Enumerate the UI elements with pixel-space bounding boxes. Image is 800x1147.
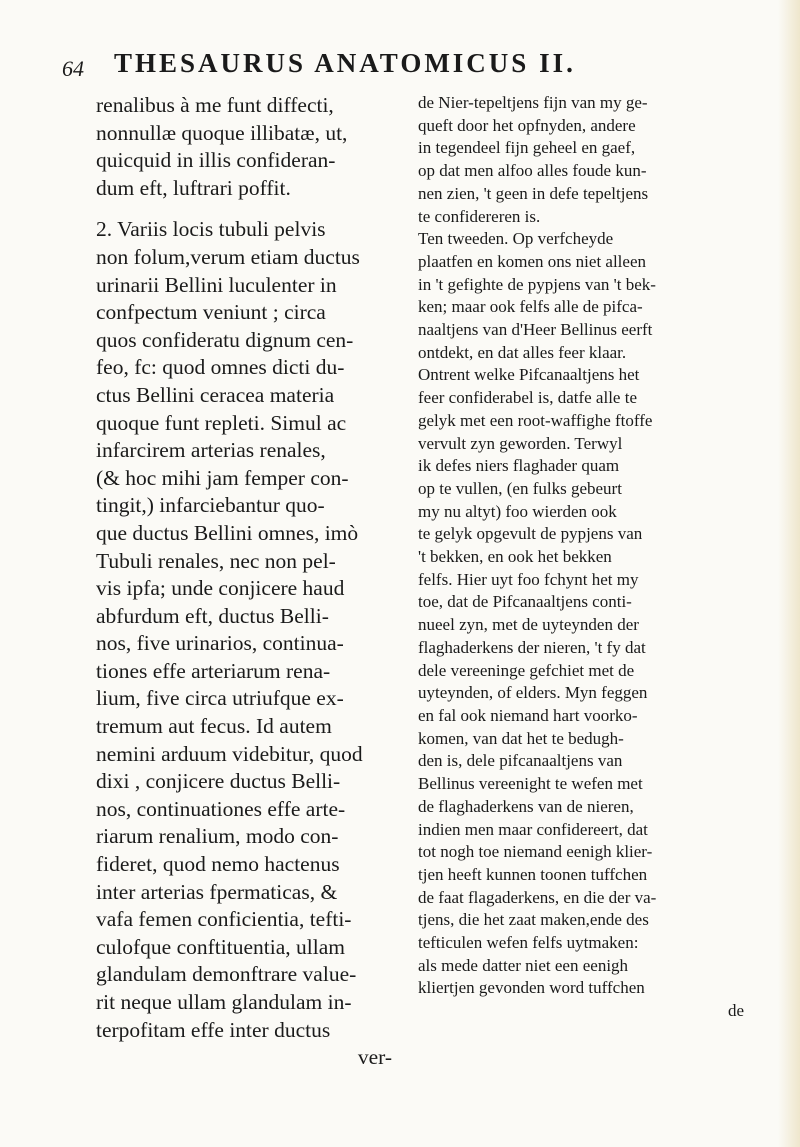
text-line: de faat flagaderkens, en die der va- <box>418 887 657 907</box>
text-line: tefticulen wefen felfs uytmaken: <box>418 933 639 953</box>
text-line: quoque funt repleti. Simul ac <box>96 410 347 435</box>
text-line: de flaghaderkens van de nieren, <box>418 796 634 816</box>
text-line: indien men maar confidereert, dat <box>418 819 648 839</box>
text-line: komen, van dat het te bedugh- <box>418 728 624 748</box>
text-line: urinarii Bellini luculenter in <box>96 272 337 297</box>
text-line: tot nogh toe niemand eenigh klier- <box>418 842 653 862</box>
text-line: tremum aut fecus. Id autem <box>96 714 332 739</box>
text-line: quos confideratu dignum cen- <box>96 327 354 352</box>
page-edge-stain <box>778 0 800 1147</box>
text-line: abfurdum eft, ductus Belli- <box>96 603 329 628</box>
text-line: culofque conftituentia, ullam <box>96 934 345 959</box>
text-line: ver- <box>357 1045 392 1070</box>
text-line: nen zien, 't geen in defe tepeltjens <box>418 183 649 203</box>
text-line: en fal ook niemand hart voorko- <box>418 705 638 725</box>
text-line: feer confiderabel is, datfe alle te <box>418 388 637 408</box>
text-line: als mede datter niet een eenigh <box>418 955 629 975</box>
text-line: nemini arduum videbitur, quod <box>96 741 363 766</box>
text-line: op te vullen, (en fulks gebeurt <box>418 478 622 498</box>
text-line: vafa femen conficientia, tefti- <box>96 907 352 932</box>
text-line: feo, fc: quod omnes dicti du- <box>96 355 345 380</box>
text-line: te confidereren is. <box>418 206 541 226</box>
text-line: in 't gefighte de pypjens van 't bek- <box>418 274 656 294</box>
text-line: tiones effe arteriarum rena- <box>96 658 331 683</box>
text-line: ik defes niers flaghader quam <box>418 456 620 476</box>
text-line: kliertjen gevonden word tuffchen <box>418 978 645 998</box>
text-line: nueel zyn, met de uyteynden der <box>418 615 639 635</box>
text-line: tjens, die het zaat maken,ende des <box>418 910 649 930</box>
text-line: tingit,) infarciebantur quo- <box>96 493 325 518</box>
text-line: op dat men alfoo alles foude kun- <box>418 161 647 181</box>
text-line: nos, five urinarios, continua- <box>96 631 344 656</box>
text-line: tjen heeft kunnen toonen tuffchen <box>418 864 648 884</box>
text-line: naaltjens van d'Heer Bellinus eerft <box>418 320 653 340</box>
text-line: dum eft, luftrari poffit. <box>96 175 291 200</box>
text-line: in tegendeel fijn geheel en gaef, <box>418 138 636 158</box>
text-line: nonnullæ quoque illibatæ, ut, <box>96 120 348 145</box>
text-line: dele vereeninge gefchiet met de <box>418 660 635 680</box>
text-line: glandulam demonftrare value- <box>96 962 357 987</box>
text-line: fideret, quod nemo hactenus <box>96 852 340 877</box>
text-line: te gelyk opgevult de pypjens van <box>418 524 643 544</box>
text-line: non folum,verum etiam ductus <box>96 244 360 269</box>
page-header <box>62 48 772 80</box>
text-line: dixi , conjicere ductus Belli- <box>96 769 341 794</box>
text-line: plaatfen en komen ons niet alleen <box>418 251 646 271</box>
text-line: confpectum veniunt ; circa <box>96 300 326 325</box>
text-line: (& hoc mihi jam femper con- <box>96 465 349 490</box>
text-line: ctus Bellini ceracea materia <box>96 382 335 407</box>
text-line: vervult zyn geworden. Terwyl <box>418 433 623 453</box>
text-line: que ductus Bellini omnes, imò <box>96 520 359 545</box>
text-line: 2. Variis locis tubuli pelvis <box>96 217 326 242</box>
text-line: nos, continuationes effe arte- <box>96 796 346 821</box>
text-line: Ontrent welke Pifcanaaltjens het <box>418 365 640 385</box>
paragraph-gap <box>96 202 410 216</box>
text-line: de <box>727 1001 744 1021</box>
text-line: infarcirem arterias renales, <box>96 438 326 463</box>
text-line: gelyk met een root-waffighe ftoffe <box>418 410 653 430</box>
text-line: quicquid in illis confideran- <box>96 148 336 173</box>
text-line: Ten tweeden. Op verfcheyde <box>418 229 614 249</box>
dutch-column <box>418 92 762 1023</box>
text-line: uyteynden, of elders. Myn feggen <box>418 683 648 703</box>
text-line: renalibus à me funt diffecti, <box>96 93 334 117</box>
text-line: toe, dat de Pifcanaaltjens conti- <box>418 592 632 612</box>
text-line: my nu altyt) foo wierden ook <box>418 501 617 521</box>
text-line: ken; maar ook felfs alle de pifca- <box>418 297 643 317</box>
page-number: 64 <box>62 56 84 81</box>
text-line: terpofitam effe inter ductus <box>96 1017 331 1042</box>
latin-column <box>96 92 410 1072</box>
text-line: queft door het opfnyden, andere <box>418 115 636 135</box>
text-line: de Nier-tepeltjens fijn van my ge- <box>418 93 648 112</box>
text-line: felfs. Hier uyt foo fchynt het my <box>418 569 639 589</box>
text-line: rit neque ullam glandulam in- <box>96 990 352 1014</box>
text-line: flaghaderkens der nieren, 't fy dat <box>418 637 646 657</box>
text-line: inter arterias fpermaticas, & <box>96 879 338 904</box>
text-line: lium, five circa utriufque ex- <box>96 686 344 711</box>
text-line: Tubuli renales, nec non pel- <box>96 548 336 573</box>
running-title: THESAURUS ANATOMICUS II. <box>114 48 576 78</box>
text-line: 't bekken, en ook het bekken <box>418 547 612 567</box>
text-line: riarum renalium, modo con- <box>96 824 339 849</box>
text-line: ontdekt, en dat alles feer klaar. <box>418 342 627 362</box>
text-line: den is, dele pifcanaaltjens van <box>418 751 623 771</box>
text-line: vis ipfa; unde conjicere haud <box>96 576 345 601</box>
text-line: Bellinus vereenight te wefen met <box>418 774 643 794</box>
